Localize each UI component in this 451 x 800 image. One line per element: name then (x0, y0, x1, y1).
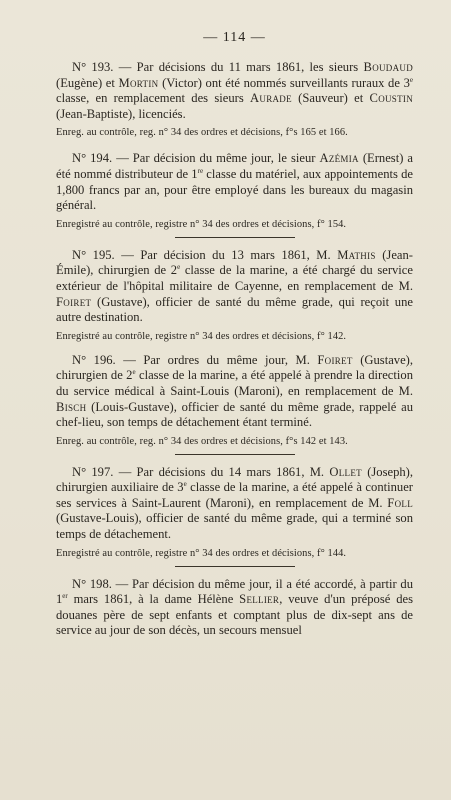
entry-text: N° 193. — Par décisions du 11 mars 1861, les sieurs Boudaud (Eugène) et Mortin (Victor) ont été nommés surveillants ruraux de 3e classe, en remplacement des sieurs Aurade (Sauveur) et Coustin (Jean-Baptiste), licenciés. (56, 60, 413, 121)
entry-196 (56, 353, 413, 448)
person-name: Mortin (118, 75, 159, 90)
entry-text: N° 196. — Par ordres du même jour, M. Foiret (Gustave), chirurgien de 2e classe de la marine, a été appelé à prendre la direction du service médical à Saint-Louis (Maroni), en remplacement de M. Bisch (Louis-Gustave), officier de santé du même grade, rappelé au chef-lieu, son temps de détachement étant terminé. (56, 352, 414, 430)
entry-text: N° 197. — Par décisions du 14 mars 1861, M. Ollet (Joseph), chirurgien auxiliaire de 3e classe de la marine, a été appelé à continuer ses services à Saint-Laurent (Maroni), en remplacement de M. Foll (Gustave-Louis), officier de santé du même grade, qui a terminé son temps de détachement. (56, 464, 414, 542)
entry-195 (56, 248, 413, 343)
entry-number: N° 193. (72, 60, 114, 74)
person-name: Mathis (337, 247, 376, 262)
person-name: Azémia (319, 151, 359, 166)
section-divider (175, 566, 295, 567)
registration-note: Enreg. au contrôle, reg. n° 34 des ordres et décisions, f°s 142 et 143. (56, 435, 348, 447)
registration-note: Enregistré au contrôle, registre n° 34 des ordres et décisions, f° 142. (56, 330, 347, 342)
person-name: Aurade (250, 91, 292, 106)
entry-text: N° 195. — Par décision du 13 mars 1861, M. Mathis (Jean-Émile), chirurgien de 2e classe de la marine, a été chargé du service extérieur de l'hôpital militaire de Cayenne, en remplacement de M. Foiret (Gustave), officier de santé du même grade, qui reçoit une autre destination. (56, 247, 413, 325)
registration-note: Enregistré au contrôle, registre n° 34 des ordres et décisions, f° 144. (56, 547, 347, 559)
entry-193 (56, 60, 413, 139)
entry-number: N° 197. (72, 464, 114, 479)
person-name: Sellier (239, 592, 280, 607)
entry-text: N° 198. — Par décision du même jour, il a été accordé, à partir du 1er mars 1861, à la dame Hélène Sellier, veuve d'un préposé des douanes père de sept enfants et comptant plus de dix-sept ans de service au jour de son décès, un secours mensuel (56, 576, 413, 638)
person-name: Coustin (369, 91, 413, 106)
person-name: Boudaud (363, 60, 413, 74)
entry-number: N° 196. (72, 352, 116, 367)
entry-194 (56, 151, 413, 230)
entry-number: N° 194. (72, 151, 113, 166)
person-name: Ollet (329, 464, 362, 479)
section-divider (175, 237, 295, 238)
registration-note: Enreg. au contrôle, reg. n° 34 des ordres et décisions, f°s 165 et 166. (56, 127, 348, 139)
entry-text: N° 194. — Par décision du même jour, le sieur Azémia (Ernest) a été nommé distributeur de 1re classe du matériel, aux appointements de 1,800 francs par an, pour être employé dans les bureaux du magasin général. (56, 151, 413, 213)
page-number: — 114 — (203, 30, 266, 45)
person-name: Foll (387, 495, 413, 510)
person-name: Foiret (317, 352, 353, 367)
entry-197 (56, 465, 413, 560)
person-name: Foiret (56, 294, 92, 309)
entry-number: N° 195. (72, 247, 115, 262)
entry-number: N° 198. (72, 576, 112, 591)
registration-note: Enregistré au contrôle, registre n° 34 des ordres et décisions, f° 154. (56, 218, 347, 230)
entry-198 (56, 577, 413, 639)
person-name: Bisch (56, 399, 87, 414)
section-divider (175, 454, 295, 455)
